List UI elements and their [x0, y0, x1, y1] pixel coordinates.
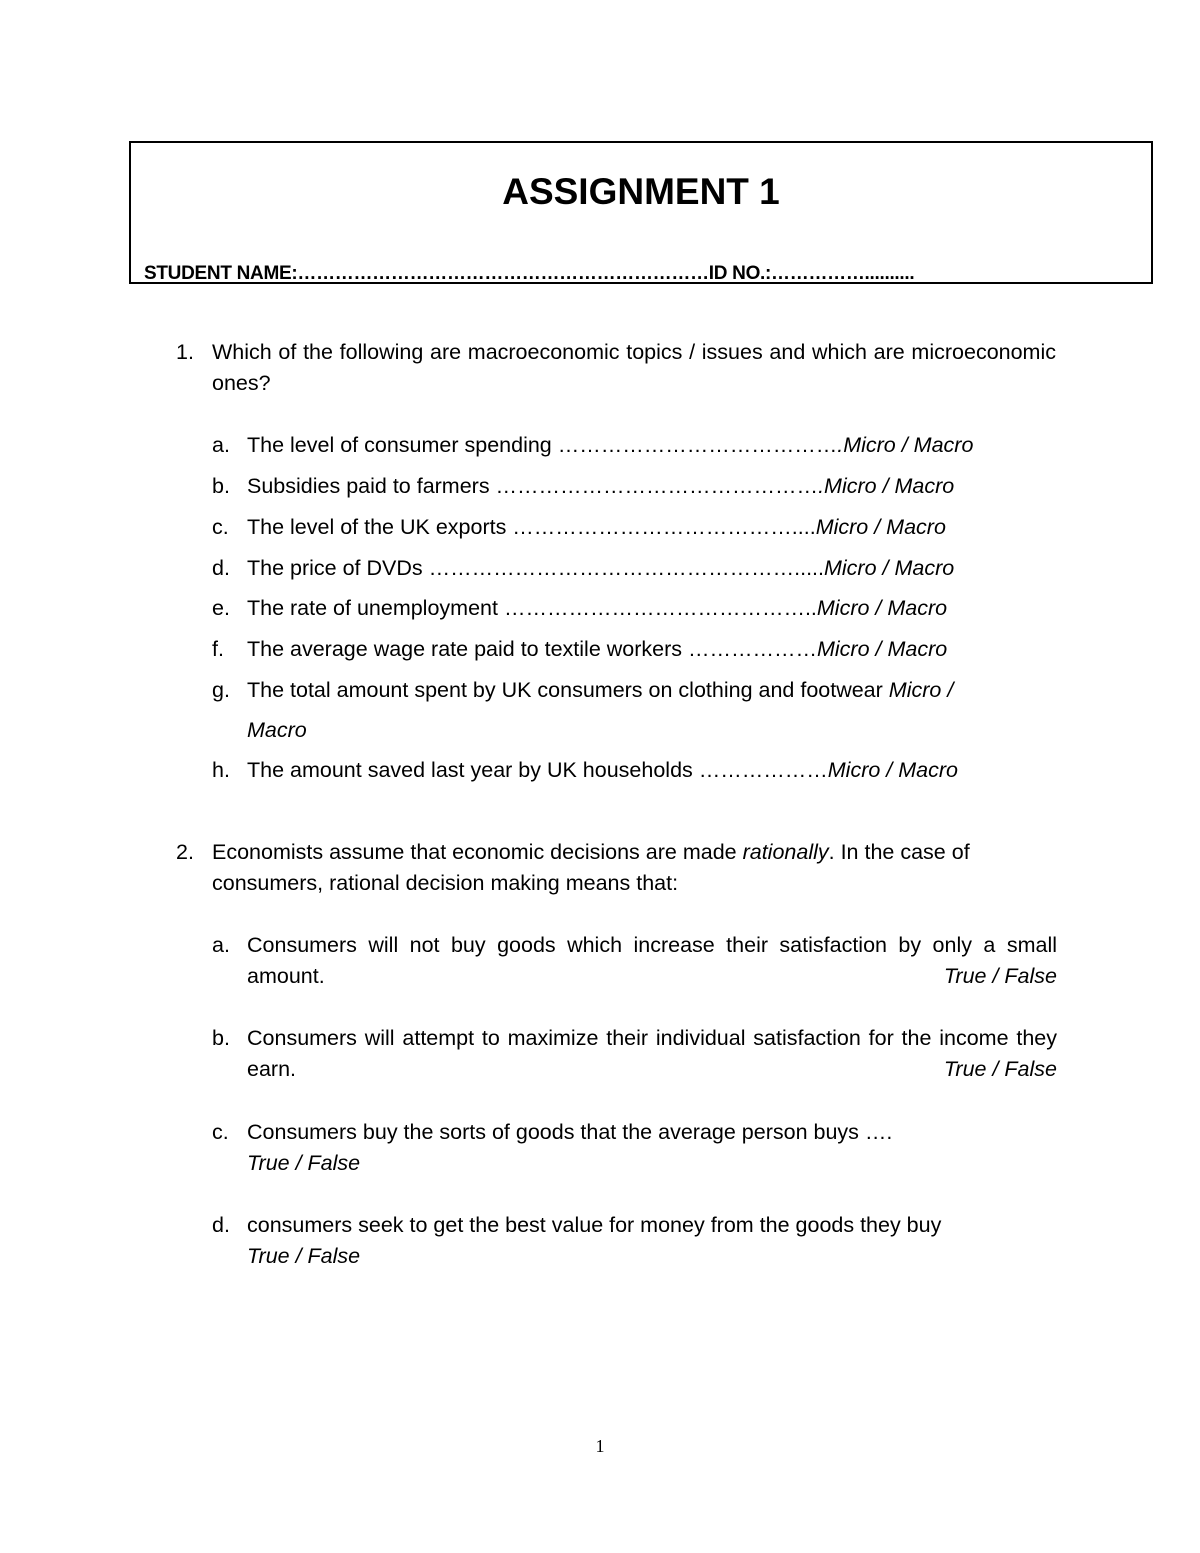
item-letter: f.	[212, 637, 224, 661]
page-number: 1	[595, 1436, 605, 1456]
item-text: The level of the UK exports …………………………………....	[247, 515, 816, 539]
q2-item-c	[212, 1117, 1057, 1179]
question-1-text: Which of the following are macroeconomic topics / issues and which are microeconomic ones?	[212, 340, 1056, 395]
item-text: The level of consumer spending …………………………………	[247, 433, 838, 457]
question-2-text-part: Economists assume that economic decisions are made	[212, 840, 743, 864]
item-letter: c.	[212, 1120, 229, 1144]
item-text: Subsidies paid to farmers ………………………………………	[247, 474, 819, 498]
question-1	[176, 337, 1056, 399]
item-letter: g.	[212, 678, 230, 702]
item-answer: Micro / Macro	[823, 556, 955, 580]
item-answer-continued: Macro	[247, 718, 307, 742]
item-letter: b.	[212, 1026, 230, 1050]
header-box	[129, 141, 1153, 284]
item-answer: Micro / Macro	[816, 637, 948, 661]
item-text: The price of DVDs …………………………………………….....	[247, 556, 824, 580]
item-text: The total amount spent by UK consumers on clothing and footwear	[247, 678, 883, 702]
question-2-text-part: . In the case of consumers, rational decision making means that:	[212, 840, 970, 895]
item-answer: Micro / Macro	[815, 515, 946, 539]
item-letter: h.	[212, 758, 230, 782]
item-text: consumers seek to get the best value for money from the goods they buy	[247, 1213, 942, 1237]
item-answer: True / False	[247, 1244, 361, 1268]
student-name-id-line: STUDENT NAME:…………………………………………………………ID NO.:……………..........	[144, 263, 915, 284]
item-text: Consumers will not buy goods which increase their satisfaction by only a small amount.	[247, 933, 1057, 988]
item-letter: b.	[212, 474, 230, 498]
item-letter: c.	[212, 515, 229, 539]
item-letter: d.	[212, 556, 230, 580]
item-text: The amount saved last year by UK households ………………	[247, 758, 828, 782]
item-answer: Micro / Macro	[816, 596, 948, 620]
item-letter: a.	[212, 933, 230, 957]
question-2	[176, 837, 1056, 899]
item-answer: True / False	[247, 1151, 361, 1175]
q2-item-d	[212, 1210, 1057, 1272]
item-text: The average wage rate paid to textile workers ………………	[247, 637, 817, 661]
item-letter: a.	[212, 433, 230, 457]
question-1-number: 1.	[176, 340, 194, 364]
item-text: The rate of unemployment ……………………………………..	[247, 596, 817, 620]
item-text: Consumers buy the sorts of goods that the average person buys ….	[247, 1120, 893, 1144]
question-2-number: 2.	[176, 840, 194, 864]
q2-item-b	[212, 1023, 1057, 1085]
item-letter: d.	[212, 1213, 230, 1237]
item-letter: e.	[212, 596, 230, 620]
item-answer: Micro / Macro	[827, 758, 958, 782]
item-answer: True / False	[943, 1057, 1057, 1081]
q2-item-a	[212, 930, 1057, 992]
item-answer: .Micro / Macro	[818, 474, 955, 498]
item-answer: Micro /	[888, 678, 954, 702]
question-2-text-italic: rationally	[742, 840, 829, 864]
question-2-text	[212, 837, 1056, 899]
item-answer: .Micro / Macro	[837, 433, 974, 457]
page-title: ASSIGNMENT 1	[502, 171, 780, 212]
item-answer: True / False	[943, 964, 1057, 988]
item-text: Consumers will attempt to maximize their individual satisfaction for the income they earn.	[247, 1026, 1057, 1081]
